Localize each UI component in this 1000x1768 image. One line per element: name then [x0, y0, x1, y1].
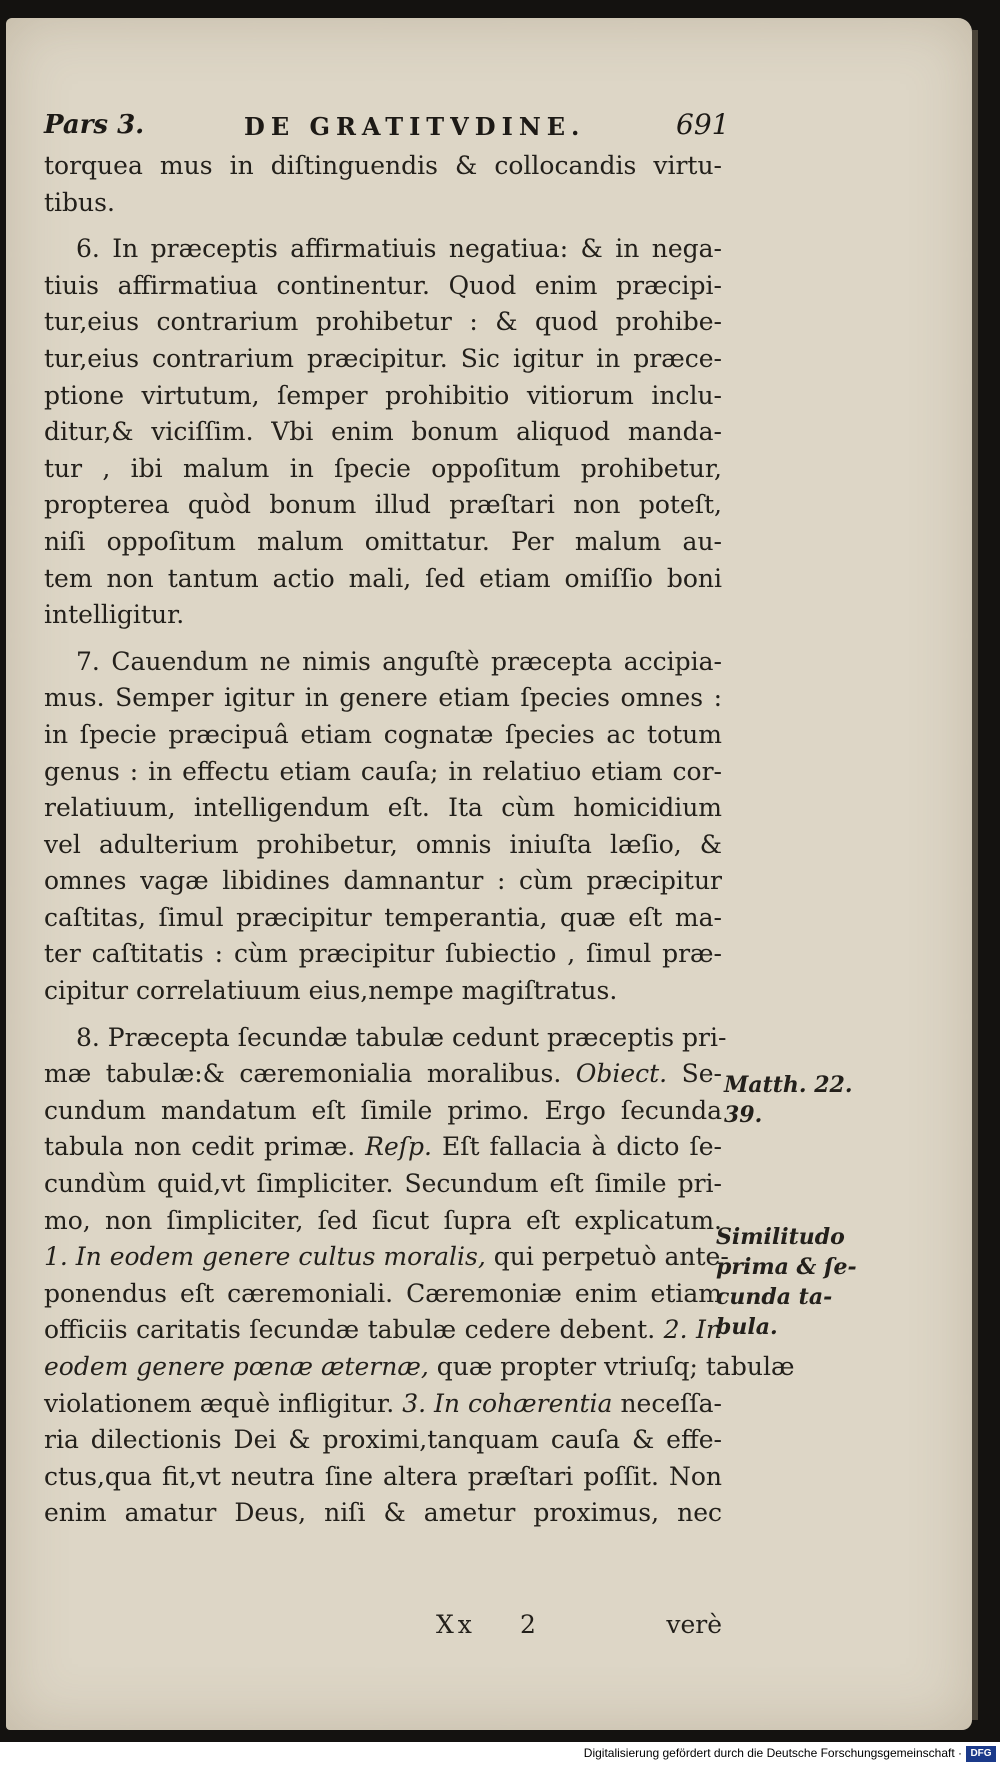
text-line: ptione virtutum, ſemper prohibitio vitiorum inclu-: [44, 380, 722, 410]
text-line: propterea quòd bonum illud præſtari non poteſt,: [44, 490, 722, 520]
text-line: mo, non ſimpliciter, ſed ſicut ſupra eſt explicatum.: [44, 1205, 722, 1235]
text-line: [44, 1349, 795, 1386]
text-line: [44, 1386, 722, 1423]
text-line: [44, 1056, 722, 1093]
text-line: ctus,qua fit,vt neutra ſine altera præſtari poſſit. Non: [44, 1461, 722, 1491]
text-line: niſi oppoſitum malum omittatur. Per malum au-: [44, 526, 722, 556]
text-line: ponendus eſt cæremoniali. Cæremoniæ enim etiam: [44, 1278, 722, 1308]
text-span: neceſſa-: [620, 1388, 723, 1418]
text-line: omnes vagæ libidines damnantur : cùm præcipitur: [44, 866, 722, 896]
signature-mark: Xx: [436, 1610, 476, 1639]
text-span: tabula non cedit primæ.: [44, 1132, 356, 1162]
text-line: tibus.: [44, 187, 115, 217]
text-span: mæ tabulæ:& cæremonialia moralibus.: [44, 1059, 562, 1089]
text-line: ria dilectionis Dei & proximi,tanquam cauſa & effe-: [44, 1425, 722, 1455]
page-number: 691: [676, 108, 730, 141]
text-line: tur , ibi malum in ſpecie oppoſitum prohibetur,: [44, 453, 722, 483]
text-span: quæ propter vtriuſq; tabulæ: [436, 1352, 795, 1381]
text-line: [44, 1239, 729, 1276]
text-line: 6. In præceptis affirmatiuis negatiua: & in nega-: [76, 234, 722, 264]
margin-note-line: Matth. 22.: [724, 1072, 853, 1098]
text-line: vel adulterium prohibetur, omnis iniuſta læſio, &: [44, 829, 722, 859]
text-line: tem non tantum actio mali, ſed etiam omiſſio boni: [44, 563, 722, 593]
running-head-part: Pars 3.: [44, 110, 145, 140]
text-line: caſtitas, ſimul præcipitur temperantia, quæ eſt ma-: [44, 902, 722, 932]
text-span: Se-: [681, 1059, 722, 1089]
text-line: relatiuum, intelligendum eſt. Ita cùm homicidium: [44, 793, 722, 823]
dfg-logo: DFG: [966, 1746, 996, 1762]
signature-number: 2: [520, 1610, 536, 1639]
text-line: cipitur correlatiuum eius,nempe magiſtratus.: [44, 976, 618, 1006]
book-page: [6, 18, 972, 1730]
page-edge: [972, 30, 978, 1720]
margin-note-line: 39.: [724, 1102, 763, 1128]
text-span: Eſt fallacia à dicto ſe-: [441, 1132, 722, 1162]
text-span: officiis caritatis ſecundæ tabulæ cedere debent.: [44, 1315, 656, 1345]
text-line: ditur,& viciſſim. Vbi enim bonum aliquod manda-: [44, 417, 722, 447]
margin-note-line: prima & ſe-: [716, 1254, 857, 1280]
text-line: [44, 1312, 722, 1349]
digitization-footer: [0, 1742, 1000, 1768]
text-span: qui perpetuò ante-: [493, 1242, 729, 1272]
italic-span: eodem genere pœnæ æternæ,: [44, 1352, 429, 1381]
running-head-title: DE GRATITVDINE.: [244, 112, 586, 141]
running-head: [44, 108, 730, 150]
text-span: violationem æquè infligitur.: [44, 1388, 395, 1418]
response-label: Reſp.: [365, 1132, 432, 1162]
text-line: tur,eius contrarium præcipitur. Sic igitur in præce-: [44, 343, 722, 373]
text-line: cundùm quid,vt ſimpliciter. Secundum eſt ſimile pri-: [44, 1169, 722, 1199]
margin-note-line: cunda ta-: [716, 1284, 833, 1310]
objection-label: Obiect.: [575, 1059, 668, 1089]
margin-note-line: Similitudo: [716, 1224, 845, 1250]
italic-span: 1. In eodem genere cultus moralis,: [44, 1242, 486, 1272]
text-line: in ſpecie præcipuâ etiam cognatæ ſpecies ac totum: [44, 719, 722, 749]
text-line: 8. Præcepta ſecundæ tabulæ cedunt præceptis pri-: [76, 1022, 727, 1052]
text-line: cundum mandatum eſt ſimile primo. Ergo ſecunda: [44, 1095, 722, 1125]
text-line: 7. Cauendum ne nimis anguſtè præcepta accipia-: [76, 646, 722, 676]
text-line: intelligitur.: [44, 600, 185, 630]
margin-note-line: bula.: [716, 1314, 778, 1340]
catchword: verè: [666, 1610, 722, 1639]
italic-span: 3. In cohærentia: [402, 1388, 613, 1418]
text-line: torquea mus in diſtinguendis & collocandis virtu-: [44, 151, 722, 180]
catchline: [44, 1610, 722, 1646]
margin-note-similitudo: [716, 1222, 866, 1342]
margin-note-matthew: [724, 1070, 874, 1130]
text-line: mus. Semper igitur in genere etiam ſpecies omnes :: [44, 683, 722, 713]
text-line: tiuis affirmatiua continentur. Quod enim præcipi-: [44, 270, 722, 300]
text-line: ter caſtitatis : cùm præcipitur ſubiectio , ſimul præ-: [44, 939, 722, 969]
footer-credit: Digitalisierung gefördert durch die Deutsche Forschungsgemeinschaft ·: [583, 1746, 962, 1760]
italic-span: 2. In: [663, 1315, 723, 1345]
text-line: enim amatur Deus, niſi & ametur proximus, nec: [44, 1498, 722, 1528]
text-line: [44, 1129, 722, 1166]
text-line: genus : in effectu etiam cauſa; in relatiuo etiam cor-: [44, 756, 722, 786]
text-line: tur,eius contrarium prohibetur : & quod prohibe-: [44, 307, 722, 337]
